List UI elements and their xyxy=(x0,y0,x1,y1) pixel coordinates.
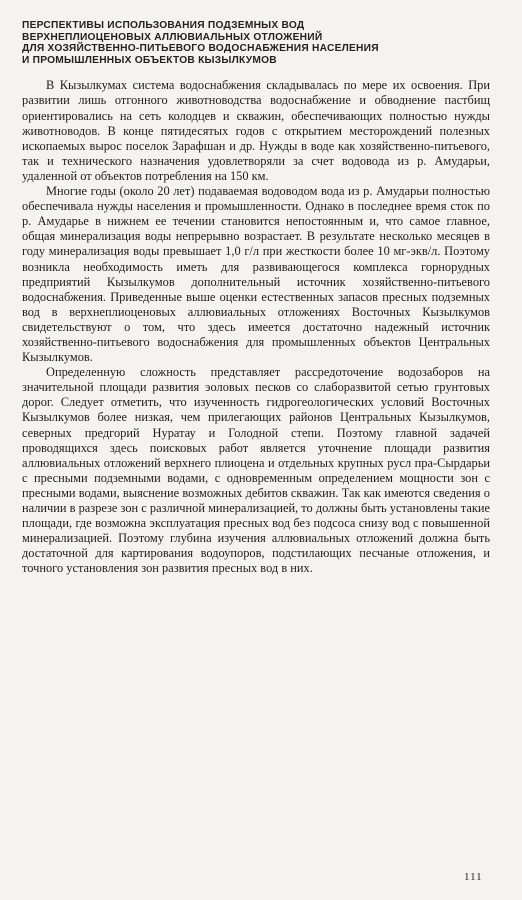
heading-line: И ПРОМЫШЛЕННЫХ ОБЪЕКТОВ КЫЗЫЛКУМОВ xyxy=(22,54,277,66)
heading-line: ПЕРСПЕКТИВЫ ИСПОЛЬЗОВАНИЯ ПОДЗЕМНЫХ ВОД xyxy=(22,20,305,31)
paragraph: Определенную сложность представляет рассредоточение водозаборов на значительной площади развития эоловых песков со слаборазвитой сетью грунтовых дорог. Следует отметить, что изученность гидрогеологических условий Восточных Кызылкумов более низкая, чем прилегающих районов Центральных Кызылкумов, северных предгорий Нуратау и Голодной степи. Поэтому главной задачей проводящихся здесь поисковых работ является уточнение площади развития аллювиальных отложений верхнего плиоцена и отдельных крупных русл пра-Сырдарьи с пресными подземными водами, с одновременным определением мощности зон с пресными водами, выяснение возможных дебитов скважин. Так как имеются сведения о наличии в разрезе зон с различной минерализацией, то должны быть установлены такие площади, где возможна эксплуатация пресных вод без подсоса снизу вод с повышенной минерализацией. Поэтому глубина изучения аллювиальных отложений должна быть достаточной для картирования водоупоров, подстилающих песчаные отложения, и точного установления зон развития пресных вод в них. xyxy=(22,365,490,576)
body-text xyxy=(22,78,490,576)
page-content xyxy=(22,20,490,576)
paragraph: В Кызылкумах система водоснабжения складывалась по мере их освоения. При развитии лишь отгонного животноводства водоснабжение и обводнение пастбищ ориентировались на сеть колодцев и скважин, обеспечивающих полностью нужды животноводов. В конце пятидесятых годов с открытием месторождений полезных ископаемых вырос поселок Зарафшан и др. Нужды в воде как хозяйственно-питьевого, так и технического назначения удовлетворяли за счет водовода из р. Амударьи, удаленной от объектов потребления на 150 км. xyxy=(22,78,490,183)
paragraph: Многие годы (около 20 лет) подаваемая водоводом вода из р. Амударьи полностью обеспечивала нужды населения и промышленности. Однако в последнее время сток по р. Амударье в нижнем ее течении становится непостоянным и, что самое главное, общая минерализация воды непрерывно возрастает. В результате несколько месяцев в году минерализация воды превышает 1,0 г/л при жесткости более 10 мг-экв/л. Поэтому возникла необходимость иметь для развивающегося комплекса горнорудных предприятий Кызылкумов дополнительный источник хозяйственно-питьевого водоснабжения. Приведенные выше оценки естественных запасов пресных подземных вод в верхнеплиоценовых аллювиальных отложениях Восточных Кызылкумов свидетельствуют о том, что здесь имеется достаточно надежный источник хозяйственно-питьевого водоснабжения для промышленных объектов Центральных Кызылкумов. xyxy=(22,184,490,365)
heading-line: ВЕРХНЕПЛИОЦЕНОВЫХ АЛЛЮВИАЛЬНЫХ ОТЛОЖЕНИЙ xyxy=(22,31,323,43)
heading-line: ДЛЯ ХОЗЯЙСТВЕННО-ПИТЬЕВОГО ВОДОСНАБЖЕНИЯ НАСЕЛЕНИЯ xyxy=(22,43,379,55)
section-heading xyxy=(22,20,490,66)
page-number: 111 xyxy=(464,871,483,883)
